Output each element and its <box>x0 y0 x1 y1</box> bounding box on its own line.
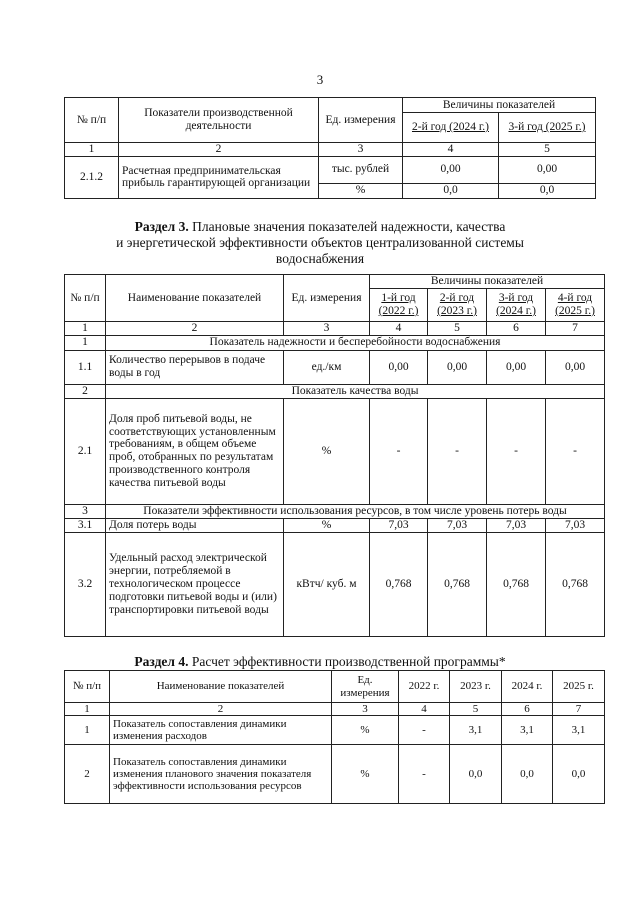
index-cell: 2 <box>119 143 319 157</box>
index-cell: 1 <box>65 703 110 716</box>
index-cell: 1 <box>65 321 106 335</box>
col-num-header: № п/п <box>65 98 119 143</box>
col-2022-header: 2022 г. <box>399 671 450 703</box>
row-number: 3.2 <box>65 532 106 636</box>
index-cell: 6 <box>487 321 546 335</box>
col-unit-header: Ед. измерения <box>332 671 399 703</box>
section4-title: Расчет эффективности производственной программы* <box>191 654 506 669</box>
index-cell: 6 <box>502 703 553 716</box>
row-value: 3,1 <box>502 716 553 745</box>
index-cell: 4 <box>403 143 499 157</box>
row-unit: % <box>332 716 399 745</box>
row-value: 3,1 <box>553 716 605 745</box>
group-title: Показатель надежности и бесперебойности водоснабжения <box>106 335 605 350</box>
row-unit: % <box>319 183 403 198</box>
row-value: 0,0 <box>553 745 605 804</box>
col-2024-header: 2024 г. <box>502 671 553 703</box>
section4-label: Раздел 4. <box>134 654 189 669</box>
row-name: Удельный расход электрической энергии, потребляемой в технологическом процессе подготовки питьевой воды и (или) транспортировки питьевой воды <box>106 532 284 636</box>
row-unit: % <box>284 398 370 504</box>
row-value: 0,0 <box>450 745 502 804</box>
row-value: 0,00 <box>370 350 428 384</box>
col-name-header: Наименование показателей <box>110 671 332 703</box>
values-group-header: Величины показателей <box>403 98 596 113</box>
row-value: 0,00 <box>487 350 546 384</box>
index-cell: 3 <box>319 143 403 157</box>
index-cell: 2 <box>110 703 332 716</box>
group-title: Показатели эффективности использования ресурсов, в том числе уровень потерь воды <box>106 504 605 518</box>
col-2025-header: 2025 г. <box>553 671 605 703</box>
col-year3-header: 3-й год (2024 г.) <box>487 288 546 321</box>
row-value: 0,00 <box>546 350 605 384</box>
page-number: 3 <box>316 72 324 87</box>
row-value: - <box>487 398 546 504</box>
col-year1-header: 1-й год (2022 г.) <box>370 288 428 321</box>
col-indicator-header: Показатели производственной деятельности <box>119 98 319 143</box>
col-year2-header: 2-й год (2023 г.) <box>428 288 487 321</box>
index-cell: 5 <box>499 143 596 157</box>
col-unit-header: Ед. измерения <box>319 98 403 143</box>
row-value: 0,0 <box>502 745 553 804</box>
row-value: - <box>370 398 428 504</box>
group-title: Показатель качества воды <box>106 384 605 398</box>
section3-title-line2: и энергетической эффективности объектов централизованной системы <box>116 235 524 251</box>
row-value: - <box>546 398 605 504</box>
index-cell: 4 <box>399 703 450 716</box>
section3-heading <box>0 219 640 268</box>
index-cell: 3 <box>332 703 399 716</box>
group-number: 1 <box>65 335 106 350</box>
col-num-header: № п/п <box>65 671 110 703</box>
row-name: Доля проб питьевой воды, не соответствующих установленным требованиям, в общем объеме проб, отобранных по результатам производственного контроля качества питьевой воды <box>106 398 284 504</box>
section3-label: Раздел 3. <box>134 219 189 234</box>
row-value: 0,00 <box>428 350 487 384</box>
col-name-header: Наименование показателей <box>106 275 284 322</box>
row-name: Показатель сопоставления динамики изменения планового значения показателя эффективности использования ресурсов <box>110 745 332 804</box>
index-cell: 2 <box>106 321 284 335</box>
section3-title-line3: водоснабжения <box>275 251 365 267</box>
index-cell: 5 <box>450 703 502 716</box>
row-value: 7,03 <box>428 518 487 532</box>
row-value: 7,03 <box>546 518 605 532</box>
production-indicators-table <box>64 97 596 199</box>
row-name: Доля потерь воды <box>106 518 284 532</box>
index-cell: 3 <box>284 321 370 335</box>
row-value: 0,00 <box>499 156 596 183</box>
row-number: 2.1.2 <box>65 156 119 198</box>
row-number: 1 <box>65 716 110 745</box>
row-unit: % <box>332 745 399 804</box>
row-unit: тыс. рублей <box>319 156 403 183</box>
col-num-header: № п/п <box>65 275 106 322</box>
index-cell: 4 <box>370 321 428 335</box>
col-year4-header: 4-й год (2025 г.) <box>546 288 605 321</box>
section3-title-line1: Плановые значения показателей надежности, качества <box>192 219 506 234</box>
row-name: Показатель сопоставления динамики изменения расходов <box>110 716 332 745</box>
row-unit: кВтч/ куб. м <box>284 532 370 636</box>
section4-heading <box>0 654 640 670</box>
reliability-indicators-table <box>64 274 605 637</box>
row-value: 0,0 <box>499 183 596 198</box>
row-unit: % <box>284 518 370 532</box>
index-cell: 7 <box>553 703 605 716</box>
row-value: - <box>428 398 487 504</box>
row-number: 2 <box>65 745 110 804</box>
row-value: - <box>399 745 450 804</box>
row-number: 2.1 <box>65 398 106 504</box>
col-year2-header: 2-й год (2024 г.) <box>403 113 499 143</box>
group-number: 3 <box>65 504 106 518</box>
row-name: Количество перерывов в подаче воды в год <box>106 350 284 384</box>
index-cell: 7 <box>546 321 605 335</box>
row-unit: ед./км <box>284 350 370 384</box>
row-value: 0,768 <box>546 532 605 636</box>
row-value: - <box>399 716 450 745</box>
values-group-header: Величины показателей <box>370 275 605 289</box>
row-value: 7,03 <box>487 518 546 532</box>
row-value: 3,1 <box>450 716 502 745</box>
row-value: 7,03 <box>370 518 428 532</box>
row-value: 0,768 <box>487 532 546 636</box>
row-number: 1.1 <box>65 350 106 384</box>
row-name: Расчетная предпринимательская прибыль гарантирующей организации <box>119 156 319 198</box>
index-cell: 5 <box>428 321 487 335</box>
col-year3-header: 3-й год (2025 г.) <box>499 113 596 143</box>
row-value: 0,00 <box>403 156 499 183</box>
row-value: 0,768 <box>428 532 487 636</box>
index-cell: 1 <box>65 143 119 157</box>
group-number: 2 <box>65 384 106 398</box>
row-number: 3.1 <box>65 518 106 532</box>
col-unit-header: Ед. измерения <box>284 275 370 322</box>
row-value: 0,0 <box>403 183 499 198</box>
row-value: 0,768 <box>370 532 428 636</box>
efficiency-table <box>64 670 605 804</box>
col-2023-header: 2023 г. <box>450 671 502 703</box>
